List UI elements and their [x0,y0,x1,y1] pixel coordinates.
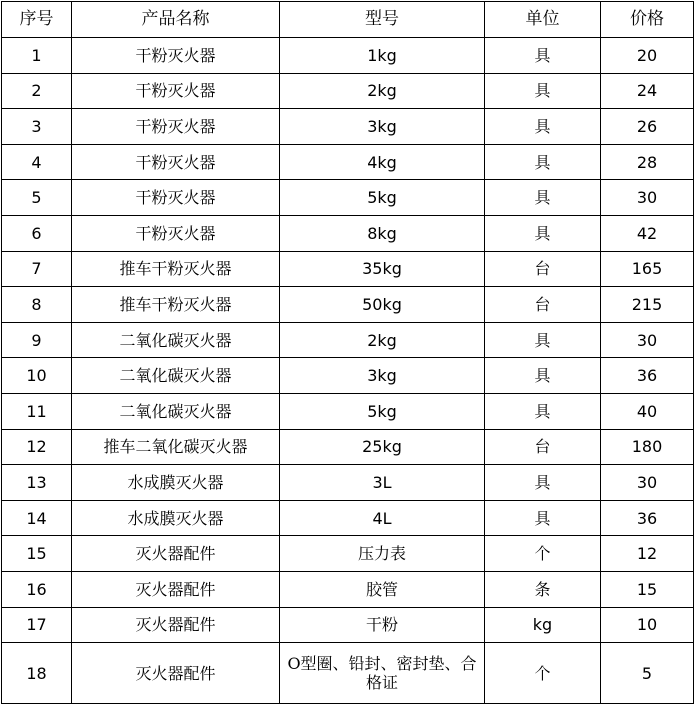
header-index: 序号 [2,2,72,38]
table-row [2,500,694,536]
header-row [2,2,694,38]
cell-model: 胶管 [280,571,485,607]
table-row [2,607,694,643]
table-row [2,643,694,704]
table-row [2,322,694,358]
cell-price: 10 [601,607,694,643]
table-row [2,109,694,145]
cell-index: 4 [2,144,72,180]
table-row [2,393,694,429]
cell-index: 3 [2,109,72,145]
cell-index: 13 [2,465,72,501]
cell-index: 1 [2,38,72,74]
table-row [2,180,694,216]
cell-index: 9 [2,322,72,358]
cell-index: 15 [2,536,72,572]
cell-price: 15 [601,571,694,607]
cell-index: 12 [2,429,72,465]
cell-unit: 台 [485,429,601,465]
cell-name: 干粉灭火器 [72,180,280,216]
cell-index: 6 [2,215,72,251]
cell-name: 灭火器配件 [72,607,280,643]
cell-unit: kg [485,607,601,643]
cell-model: O型圈、铅封、密封垫、合格证 [280,643,485,704]
cell-model: 2kg [280,73,485,109]
table-row [2,73,694,109]
cell-unit: 具 [485,393,601,429]
cell-model: 3kg [280,358,485,394]
price-table [1,1,694,704]
cell-model: 3L [280,465,485,501]
cell-index: 11 [2,393,72,429]
cell-name: 干粉灭火器 [72,109,280,145]
cell-unit: 具 [485,322,601,358]
cell-price: 20 [601,38,694,74]
cell-price: 36 [601,358,694,394]
cell-price: 24 [601,73,694,109]
table-row [2,465,694,501]
cell-model: 干粉 [280,607,485,643]
cell-index: 14 [2,500,72,536]
cell-price: 42 [601,215,694,251]
cell-model: 2kg [280,322,485,358]
cell-name: 推车干粉灭火器 [72,287,280,323]
cell-price: 36 [601,500,694,536]
cell-model: 4L [280,500,485,536]
header-model: 型号 [280,2,485,38]
cell-unit: 具 [485,180,601,216]
cell-unit: 条 [485,571,601,607]
table-row [2,215,694,251]
cell-model: 35kg [280,251,485,287]
cell-unit: 台 [485,287,601,323]
cell-name: 水成膜灭火器 [72,465,280,501]
cell-price: 5 [601,643,694,704]
cell-name: 推车二氧化碳灭火器 [72,429,280,465]
cell-model: 50kg [280,287,485,323]
cell-name: 二氧化碳灭火器 [72,358,280,394]
cell-index: 2 [2,73,72,109]
table-row [2,287,694,323]
cell-price: 180 [601,429,694,465]
cell-name: 水成膜灭火器 [72,500,280,536]
cell-model: 5kg [280,393,485,429]
cell-unit: 台 [485,251,601,287]
cell-name: 干粉灭火器 [72,144,280,180]
cell-model: 压力表 [280,536,485,572]
cell-model: 5kg [280,180,485,216]
cell-price: 215 [601,287,694,323]
cell-price: 165 [601,251,694,287]
cell-unit: 具 [485,465,601,501]
cell-model: 25kg [280,429,485,465]
cell-price: 30 [601,465,694,501]
cell-unit: 具 [485,109,601,145]
table-row [2,251,694,287]
header-price: 价格 [601,2,694,38]
table-row [2,536,694,572]
cell-price: 28 [601,144,694,180]
cell-name: 灭火器配件 [72,571,280,607]
cell-index: 17 [2,607,72,643]
cell-unit: 具 [485,500,601,536]
cell-model: 3kg [280,109,485,145]
cell-name: 干粉灭火器 [72,73,280,109]
cell-unit: 具 [485,73,601,109]
cell-model: 1kg [280,38,485,74]
table-body [2,38,694,704]
cell-model: 4kg [280,144,485,180]
cell-index: 10 [2,358,72,394]
cell-index: 18 [2,643,72,704]
cell-name: 二氧化碳灭火器 [72,322,280,358]
cell-index: 5 [2,180,72,216]
table-row [2,38,694,74]
cell-unit: 个 [485,643,601,704]
cell-name: 灭火器配件 [72,536,280,572]
cell-name: 干粉灭火器 [72,215,280,251]
cell-name: 干粉灭火器 [72,38,280,74]
cell-unit: 具 [485,358,601,394]
cell-index: 8 [2,287,72,323]
table-row [2,358,694,394]
header-unit: 单位 [485,2,601,38]
header-name: 产品名称 [72,2,280,38]
cell-price: 12 [601,536,694,572]
cell-unit: 具 [485,144,601,180]
cell-price: 30 [601,180,694,216]
cell-name: 二氧化碳灭火器 [72,393,280,429]
cell-name: 灭火器配件 [72,643,280,704]
cell-unit: 个 [485,536,601,572]
cell-unit: 具 [485,38,601,74]
table-row [2,429,694,465]
cell-price: 30 [601,322,694,358]
cell-price: 26 [601,109,694,145]
cell-unit: 具 [485,215,601,251]
table-row [2,571,694,607]
cell-index: 7 [2,251,72,287]
cell-price: 40 [601,393,694,429]
table-row [2,144,694,180]
cell-index: 16 [2,571,72,607]
cell-name: 推车干粉灭火器 [72,251,280,287]
cell-model: 8kg [280,215,485,251]
